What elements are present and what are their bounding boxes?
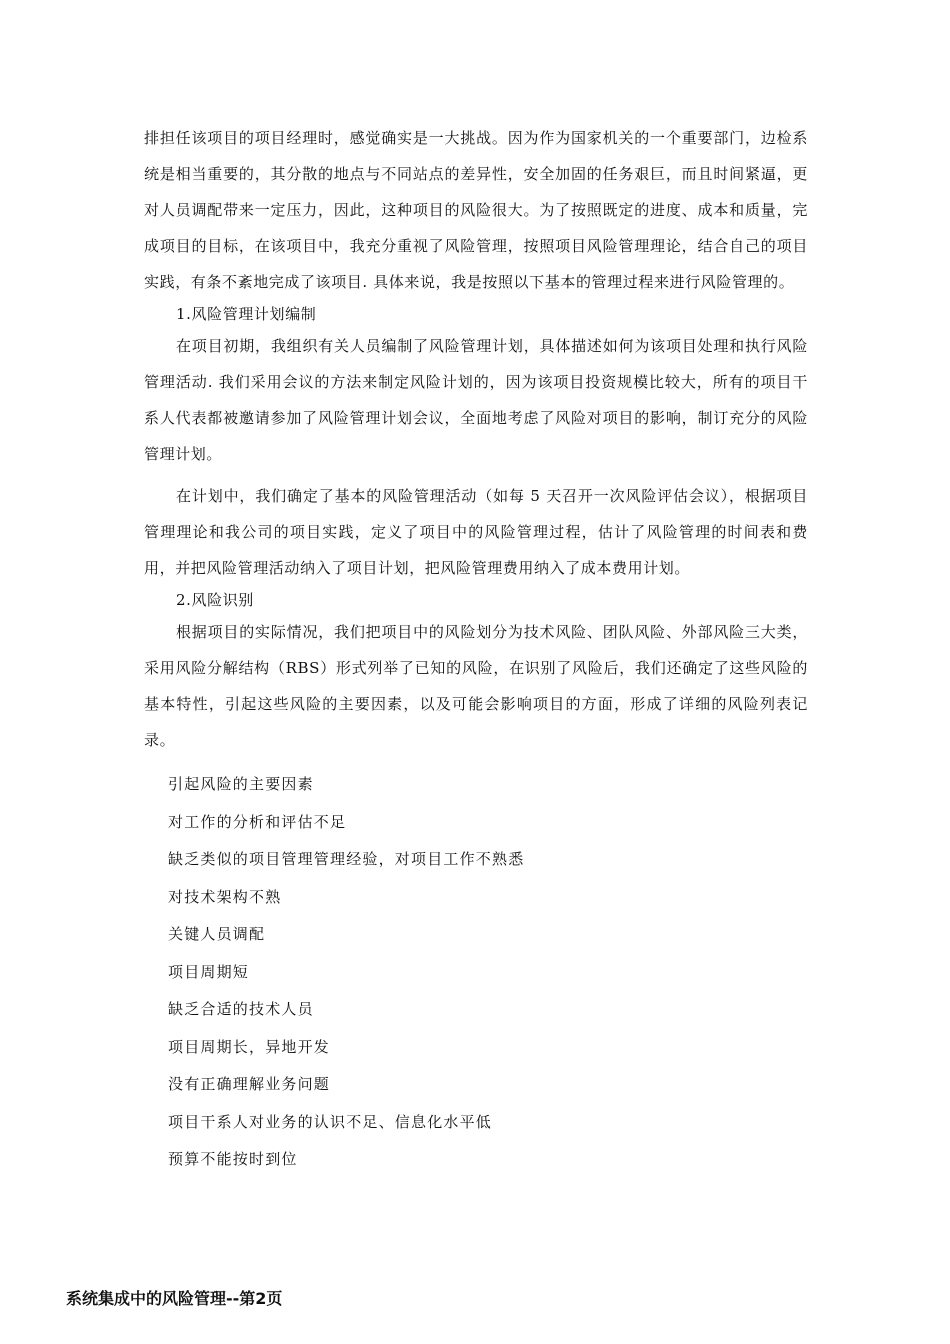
section-heading-risk-plan: 1.风险管理计划编制 [176, 305, 317, 323]
intro-paragraph: 排担任该项目的项目经理时，感觉确实是一大挑战。因为作为国家机关的一个重要部门，边检系统是相当重要的，其分散的地点与不同站点的差异性，安全加固的任务艰巨，而且时间紧逼，更对人员调配带来一定压力，因此，这种项目的风险很大。为了按照既定的进度、成本和质量，完成项目的目标，在该项目中，我充分重视了风险管理，按照项目风险管理理论，结合自己的项目实践，有条不紊地完成了该项目. 具体来说，我是按照以下基本的管理过程来进行风险管理的。 [144, 129, 808, 291]
list-item: 项目干系人对业务的认识不足、信息化水平低 [168, 1112, 493, 1131]
list-item: 项目周期长，异地开发 [168, 1037, 331, 1056]
list-item: 关键人员调配 [168, 925, 266, 943]
list-item: 引起风险的主要因素 [168, 775, 314, 793]
list-item: 缺乏合适的技术人员 [168, 1000, 314, 1018]
list-item: 没有正确理解业务问题 [168, 1075, 331, 1093]
list-item: 对技术架构不熟 [168, 887, 282, 906]
list-item: 对工作的分析和评估不足 [168, 812, 347, 831]
list-item: 预算不能按时到位 [168, 1150, 298, 1168]
risk-identification-paragraph: 根据项目的实际情况，我们把项目中的风险划分为技术风险、团队风险、外部风险三大类，采用风险分解结构（RBS）形式列举了已知的风险，在识别了风险后，我们还确定了这些风险的基本特性，引起这些风险的主要因素，以及可能会影响项目的方面，形成了详细的风险列表记录。 [144, 623, 808, 749]
risk-factor-list [144, 766, 808, 1179]
list-item: 缺乏类似的项目管理管理经验，对项目工作不熟悉 [168, 850, 525, 868]
document-body [144, 120, 808, 1179]
list-item: 项目周期短 [168, 962, 250, 981]
risk-plan-paragraph-2: 在计划中，我们确定了基本的风险管理活动（如每 5 天召开一次风险评估会议），根据项目管理理论和我公司的项目实践，定义了项目中的风险管理过程，估计了风险管理的时间表和费用，并把风险管理活动纳入了项目计划，把风险管理费用纳入了成本费用计划。 [144, 487, 808, 577]
risk-plan-paragraph-1: 在项目初期，我组织有关人员编制了风险管理计划，具体描述如何为该项目处理和执行风险管理活动. 我们采用会议的方法来制定风险计划的，因为该项目投资规模比较大，所有的项目干系人代表都被邀请参加了风险管理计划会议，全面地考虑了风险对项目的影响，制订充分的风险管理计划。 [144, 337, 808, 463]
page-footer: 系统集成中的风险管理--第2页 [66, 1289, 283, 1308]
section-heading-risk-identification: 2.风险识别 [176, 591, 254, 609]
